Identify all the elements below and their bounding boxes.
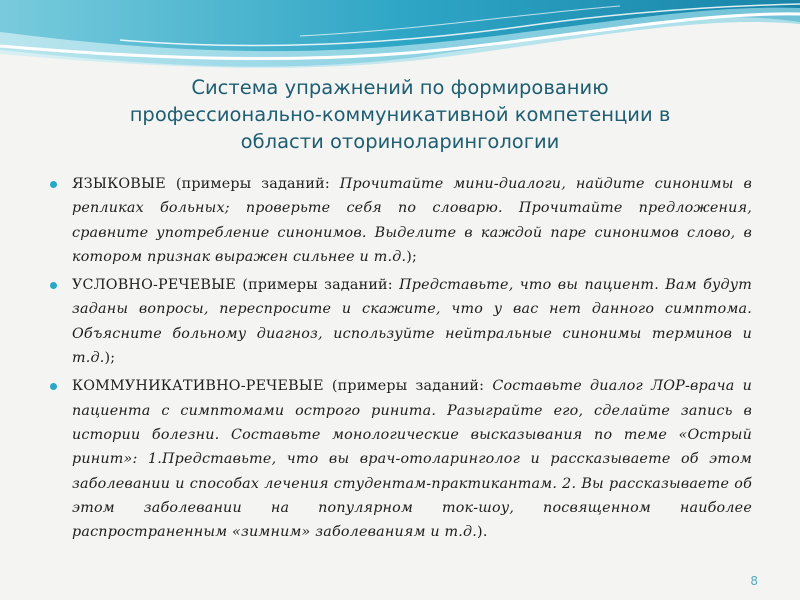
exercise-list bbox=[48, 172, 752, 548]
slide-title bbox=[80, 74, 720, 155]
bullet-icon bbox=[50, 383, 57, 390]
title-line-1: Система упражнений по формированию bbox=[191, 76, 609, 99]
item-label: ЯЗЫКОВЫЕ (примеры заданий: bbox=[72, 176, 340, 192]
list-item-communicative-speech bbox=[48, 374, 752, 544]
bullet-icon bbox=[50, 181, 57, 188]
item-examples: Составьте диалог ЛОР-врача и пациента с симптомами острого ринита. Разыграйте его, сделайте запись в истории болезни. Составьте монологические высказывания по теме «Острый ринит»: 1.Представьте, что вы врач-отоларинголог и рассказываете об этом заболевании и способах лечения студентам-практикантам. 2. Вы рассказываете об этом заболевании на популярном ток-шоу, посвященном наиболее распространенным «зимним» заболеваниям и т.д. bbox=[72, 378, 752, 541]
list-item-language bbox=[48, 172, 752, 269]
item-examples: Прочитайте мини-диалоги, найдите синонимы в репликах больных; проверьте себя по словарю. Прочитайте предложения, сравните употребление синонимов. Выделите в каждой паре синонимов слово, в котором признак выражен сильнее и т.д. bbox=[72, 176, 752, 265]
page-number: 8 bbox=[750, 574, 758, 588]
item-label: КОММУНИКАТИВНО-РЕЧЕВЫЕ (примеры заданий: bbox=[72, 378, 493, 395]
item-tail: ); bbox=[406, 248, 418, 265]
list-item-conditional-speech bbox=[48, 273, 752, 370]
item-tail: ). bbox=[477, 524, 488, 541]
title-line-2: профессионально-коммуникативной компетенции в bbox=[129, 103, 671, 126]
title-line-3: области оториноларингологии bbox=[240, 130, 560, 153]
item-label: УСЛОВНО-РЕЧЕВЫЕ (примеры заданий: bbox=[72, 277, 400, 294]
item-examples: Представьте, что вы пациент. Вам будут заданы вопросы, переспросите и скажите, что у вас нет данного симптома. Объясните больному диагноз, используйте нейтральные синонимы терминов и т.д. bbox=[72, 277, 753, 367]
item-tail: ); bbox=[104, 350, 116, 367]
bullet-icon bbox=[50, 282, 57, 289]
